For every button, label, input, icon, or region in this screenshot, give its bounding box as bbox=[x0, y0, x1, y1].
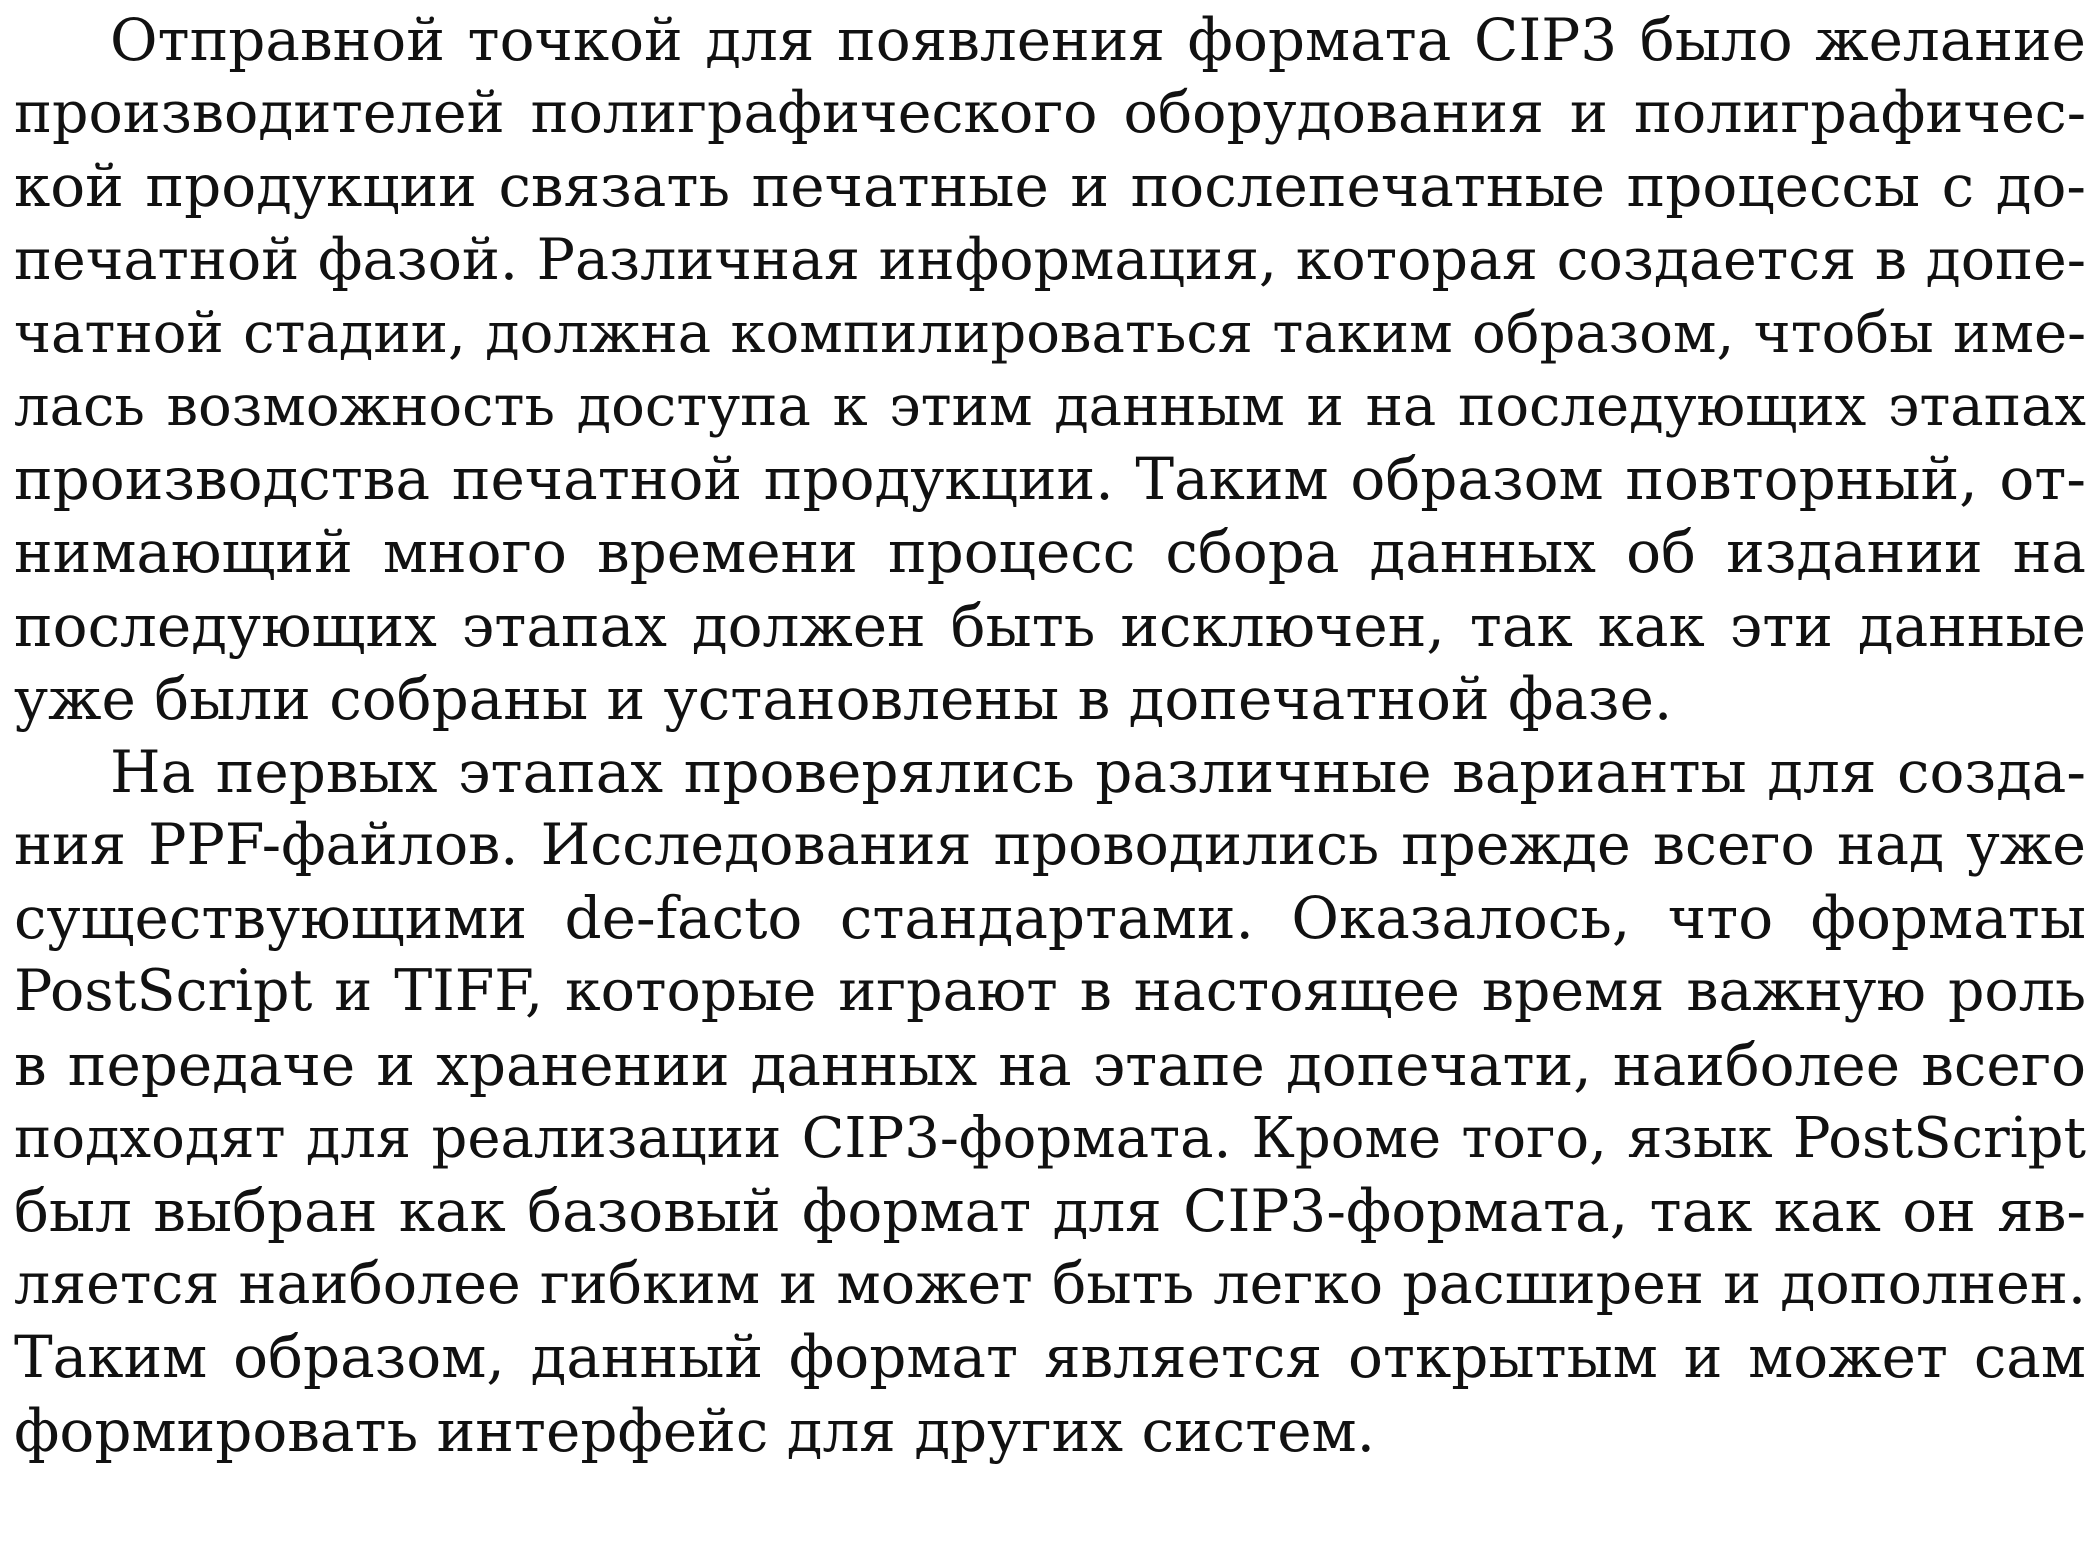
text-line: нимающий много времени процесс сбора данных об издании на bbox=[14, 518, 2086, 587]
text-line: производства печатной продукции. Таким образом повторный, от- bbox=[14, 445, 2086, 514]
paragraph-2 bbox=[14, 736, 2086, 1468]
paragraph-1 bbox=[14, 4, 2086, 736]
text-line: ния PPF-файлов. Исследования проводились прежде всего над уже bbox=[14, 812, 2086, 879]
text-line: Таким образом, данный формат является открытым и может сам bbox=[14, 1323, 2086, 1392]
text-line: последующих этапах должен быть исключен, так как эти данные bbox=[14, 591, 2086, 660]
text-line: ляется наиболее гибким и может быть легко расширен и дополнен. bbox=[14, 1251, 2086, 1318]
text-line: Отправной точкой для появления формата CIP3 было желание bbox=[110, 6, 2086, 74]
text-line: подходят для реализации CIP3-формата. Кроме того, язык PostScript bbox=[14, 1105, 2086, 1171]
text-line: был выбран как базовый формат для CIP3-формата, так как он яв- bbox=[14, 1177, 2086, 1245]
text-line: в передаче и хранении данных на этапе допечати, наиболее всего bbox=[14, 1030, 2086, 1099]
text-line: На первых этапах проверялись различные варианты для созда- bbox=[110, 737, 2086, 806]
text-line: печатной фазой. Различная информация, которая создается в допе- bbox=[14, 226, 2086, 293]
document-page bbox=[14, 4, 2086, 1468]
text-line: уже были собраны и установлены в допечатной фазе. bbox=[14, 664, 1673, 733]
text-line: чатной стадии, должна компилироваться таким образом, чтобы име- bbox=[14, 300, 2086, 366]
text-line: существующими de-facto стандартами. Оказалось, что форматы bbox=[14, 884, 2086, 953]
text-line: производителей полиграфического оборудования и полиграфичес- bbox=[14, 80, 2086, 147]
text-line: формировать интерфейс для других систем. bbox=[14, 1396, 1376, 1465]
text-line: PostScript и TIFF, которые играют в настоящее время важную роль bbox=[14, 958, 2086, 1025]
text-line: кой продукции связать печатные и послепечатные процессы с до- bbox=[14, 152, 2086, 221]
text-line: лась возможность доступа к этим данным и на последующих этапах bbox=[14, 373, 2086, 439]
